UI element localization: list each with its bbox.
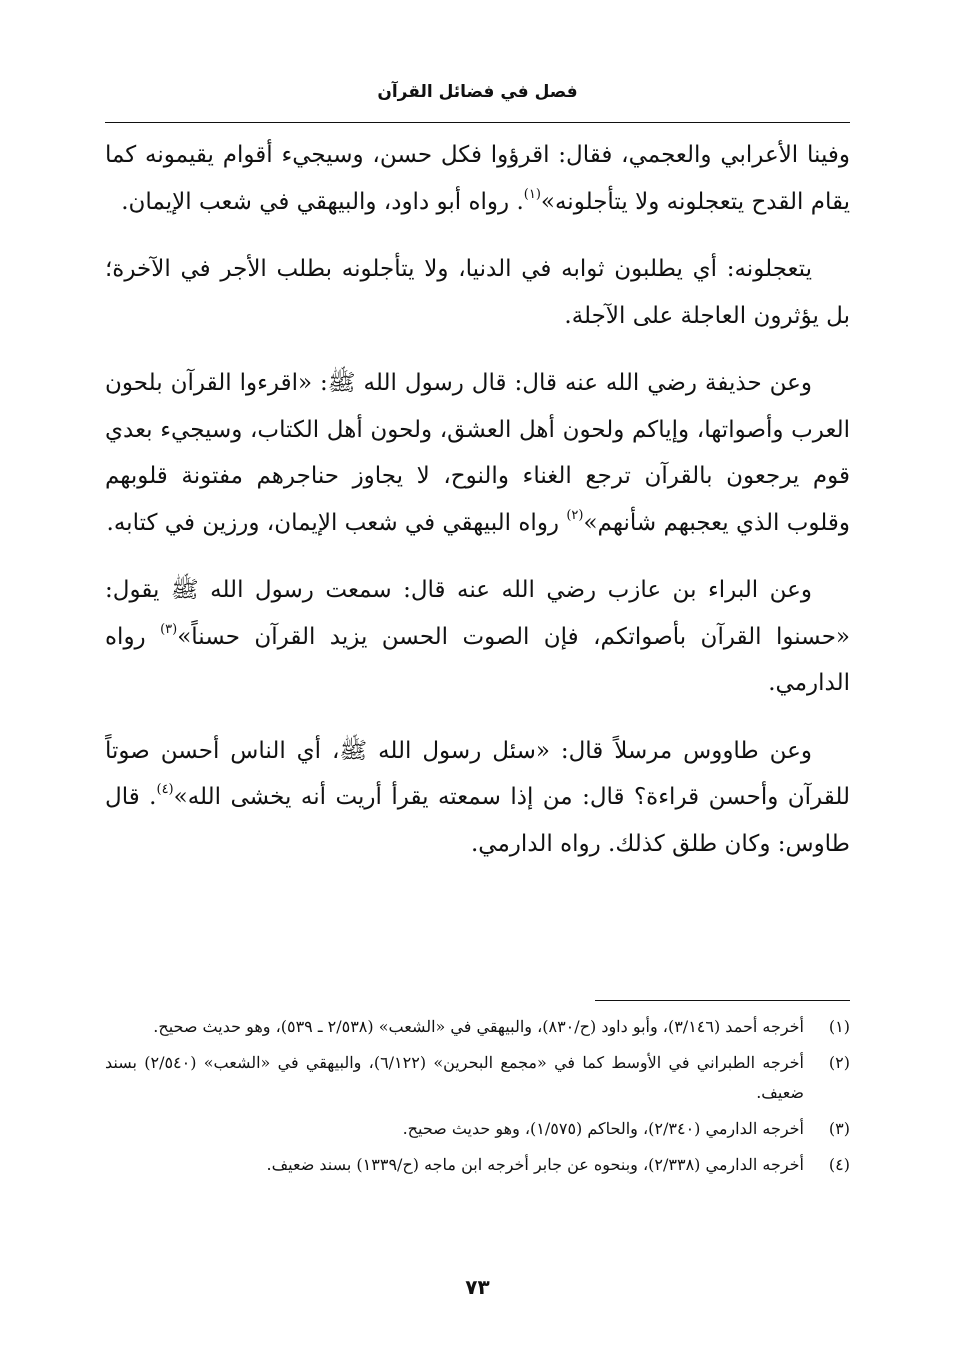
paragraph-4 (105, 567, 850, 707)
footnote-ref: (١) (523, 186, 541, 202)
footnote-rule (595, 1000, 850, 1001)
footnote-number: (٢) (828, 1053, 850, 1072)
footnote-ref: (٤) (156, 782, 174, 797)
paragraph-text-after: رواه البيهقي في شعب الإيمان، ورزين في كتابه. (106, 509, 567, 536)
footnote-ref: (٢) (566, 507, 584, 523)
paragraph-text: وعن البراء بن عازب رضي الله عنه قال: سمعت رسول الله ﷺ يقول: «حسنوا القرآن بأصواتكم، فإن الصوت الحسن يزيد القرآن حسناً» (105, 577, 850, 650)
footnote-text: أخرجه أحمد (٣/١٤٦)، وأبو داود (ح/٨٣٠)، والبيهقي في «الشعب» (٢/٥٣٨ ـ ٥٣٩)، وهو حديث صحيح. (153, 1017, 804, 1036)
paragraph-text: وعن طاووس مرسلاً قال: «سئل رسول الله ﷺ، أي الناس أحسن صوتاً للقرآن وأحسن قراءة؟ قال: من إذا سمعته يقرأ أريت أنه يخشى الله» (105, 737, 850, 810)
footnote-item (105, 1048, 850, 1108)
footnote-number: (٣) (828, 1119, 850, 1138)
paragraph-text: وعن حذيفة رضي الله عنه قال: قال رسول الله ﷺ: «اقرءوا القرآن بلحون العرب وأصواتها، وإياكم ولحون أهل العشق، ولحون أهل الكتاب، وسيجيء بعدي قوم يرجعون بالقرآن ترجع الغناء والنوح، لا يجاوز حناجرهم مفتونة قلوبهم وقلوب الذي يعجبهم شأنهم» (105, 370, 850, 536)
paragraph-1 (105, 132, 850, 225)
footnote-text: أخرجه الدارمي (٢/٣٤٠)، والحاكم (١/٥٧٥)، وهو حديث صحيح. (402, 1119, 804, 1138)
footnote-item (105, 1114, 850, 1144)
paragraph-text-after: . رواه أبو داود، والبيهقي في شعب الإيمان. (121, 188, 524, 215)
footnote-number: (٤) (828, 1155, 850, 1174)
footnote-number: (١) (828, 1017, 850, 1036)
paragraph-text-after: رواه الدارمي. (105, 623, 850, 696)
running-head: فصل في فضائل القرآن (377, 82, 578, 102)
paragraph-text: وفينا الأعرابي والعجمي، فقال: اقرؤوا فكل حسن، وسيجيء أقوام يقيمونه كما يقام القدح يتعجلونه ولا يتأجلونه» (105, 142, 850, 215)
paragraph-text-after: . قال طاوس: وكان طلق كذلك. رواه الدارمي. (105, 784, 850, 857)
paragraph-text: يتعجلونه: أي يطلبون ثوابه في الدنيا، ولا يتأجلونه بطلب الأجر في الآخرة؛ بل يؤثرون العاجلة على الآجلة. (105, 256, 850, 329)
header-rule (105, 122, 850, 123)
footnote-ref: (٣) (160, 621, 178, 637)
paragraph-5 (105, 728, 850, 868)
footnotes (105, 1012, 850, 1186)
footnote-item (105, 1150, 850, 1180)
footnote-text: أخرجه الطبراني في الأوسط كما في «مجمع البحرين» (٦/١٢٢)، والبيهقي في «الشعب» (٢/٥٤٠) بسند ضعيف. (105, 1053, 804, 1102)
footnote-text: أخرجه الدارمي (٢/٣٣٨)، وبنحوه عن جابر أخرجه ابن ماجه (ح/١٣٣٩) بسند ضعيف. (266, 1155, 804, 1174)
paragraph-3 (105, 360, 850, 546)
paragraph-2 (105, 246, 850, 339)
page-number: ٧٣ (465, 1275, 490, 1299)
main-text (105, 132, 850, 888)
footnote-item (105, 1012, 850, 1042)
